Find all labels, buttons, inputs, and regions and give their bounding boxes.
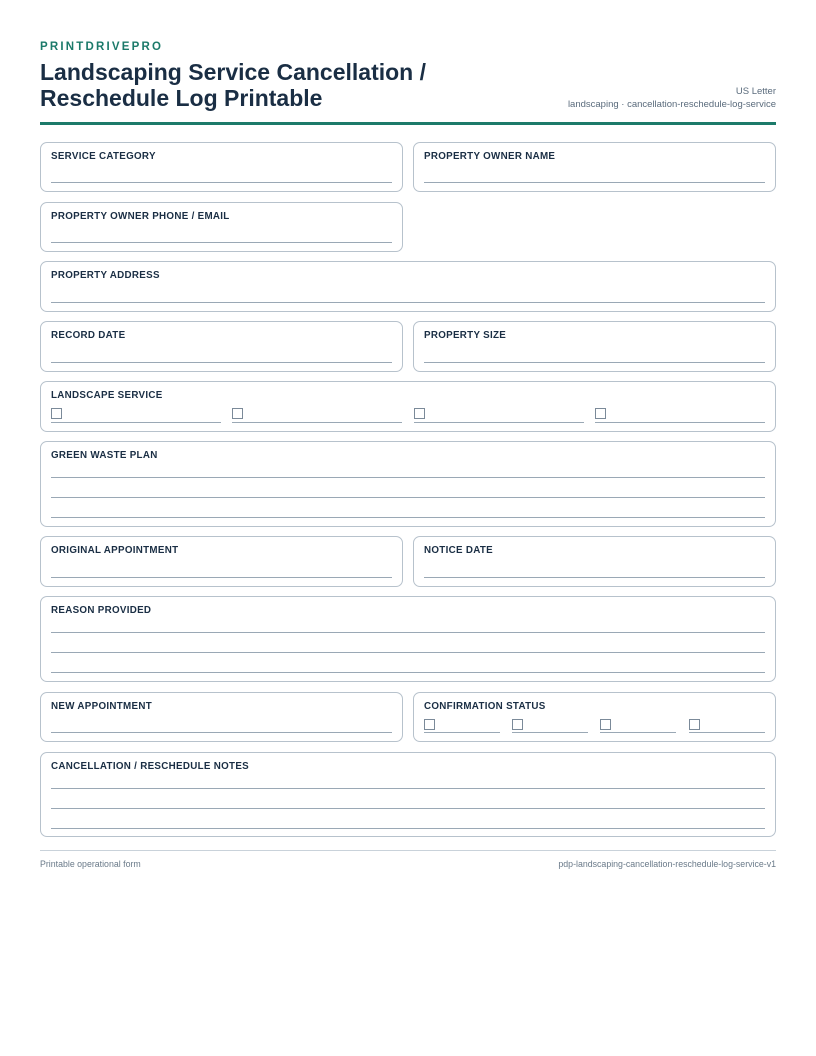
field-label: SERVICE CATEGORY	[51, 151, 156, 162]
field-label: ORIGINAL APPOINTMENT	[51, 545, 179, 556]
footer-left-text: Printable operational form	[40, 859, 141, 869]
property-size-field[interactable]	[413, 321, 776, 372]
write-line	[51, 788, 765, 789]
write-line	[51, 808, 765, 809]
service-category-field[interactable]	[40, 142, 403, 192]
checkbox[interactable]	[512, 719, 523, 730]
landscape-service-field	[40, 381, 776, 432]
property-address-field[interactable]	[40, 261, 776, 312]
notice-date-field[interactable]	[413, 536, 776, 587]
write-line	[424, 577, 765, 578]
field-label: NOTICE DATE	[424, 545, 493, 556]
option-line[interactable]	[232, 422, 402, 423]
checkbox[interactable]	[424, 719, 435, 730]
brand-name: PRINTDRIVEPRO	[40, 41, 164, 53]
field-label: PROPERTY SIZE	[424, 330, 507, 341]
record-date-field[interactable]	[40, 321, 403, 372]
property-owner-name-field[interactable]	[413, 142, 776, 192]
write-line	[51, 828, 765, 829]
reason-provided-field[interactable]	[40, 596, 776, 682]
green-waste-plan-field[interactable]	[40, 441, 776, 527]
field-label: NEW APPOINTMENT	[51, 701, 153, 712]
option-line[interactable]	[51, 422, 221, 423]
document-meta	[568, 85, 776, 111]
field-label: PROPERTY OWNER NAME	[424, 151, 556, 162]
option-line[interactable]	[689, 732, 765, 733]
write-line	[51, 577, 392, 578]
option-line[interactable]	[512, 732, 588, 733]
write-line	[51, 182, 392, 183]
write-line	[51, 672, 765, 673]
write-line	[51, 652, 765, 653]
checkbox[interactable]	[689, 719, 700, 730]
write-line	[51, 242, 392, 243]
option-line[interactable]	[414, 422, 584, 423]
write-line	[51, 732, 392, 733]
field-label: RECORD DATE	[51, 330, 126, 341]
footer-form-id: pdp-landscaping-cancellation-reschedule-log-service-v1	[558, 859, 776, 869]
paper-size: US Letter	[735, 86, 776, 97]
field-label: CANCELLATION / RESCHEDULE NOTES	[51, 761, 249, 772]
write-line	[424, 182, 765, 183]
footer-divider	[40, 850, 776, 851]
confirmation-status-field	[413, 692, 776, 742]
option-line[interactable]	[424, 732, 500, 733]
option-line[interactable]	[600, 732, 676, 733]
field-label: PROPERTY OWNER PHONE / EMAIL	[51, 211, 230, 222]
property-owner-contact-field[interactable]	[40, 202, 403, 252]
write-line	[51, 632, 765, 633]
field-label: REASON PROVIDED	[51, 605, 152, 616]
cancellation-notes-field[interactable]	[40, 752, 776, 837]
write-line	[51, 362, 392, 363]
option-line[interactable]	[595, 422, 765, 423]
header-divider	[40, 122, 776, 125]
write-line	[51, 477, 765, 478]
write-line	[51, 497, 765, 498]
write-line	[424, 362, 765, 363]
checkbox[interactable]	[51, 408, 62, 419]
field-label: LANDSCAPE SERVICE	[51, 390, 163, 401]
page-title: Landscaping Service Cancellation / Reschedule Log Printable	[40, 59, 427, 111]
write-line	[51, 517, 765, 518]
new-appointment-field[interactable]	[40, 692, 403, 742]
checkbox[interactable]	[414, 408, 425, 419]
document-slug: landscaping · cancellation-reschedule-log-service	[567, 99, 776, 110]
checkbox[interactable]	[595, 408, 606, 419]
checkbox[interactable]	[600, 719, 611, 730]
checkbox[interactable]	[232, 408, 243, 419]
field-label: CONFIRMATION STATUS	[424, 701, 546, 712]
original-appointment-field[interactable]	[40, 536, 403, 587]
field-label: GREEN WASTE PLAN	[51, 450, 158, 461]
field-label: PROPERTY ADDRESS	[51, 270, 160, 281]
write-line	[51, 302, 765, 303]
